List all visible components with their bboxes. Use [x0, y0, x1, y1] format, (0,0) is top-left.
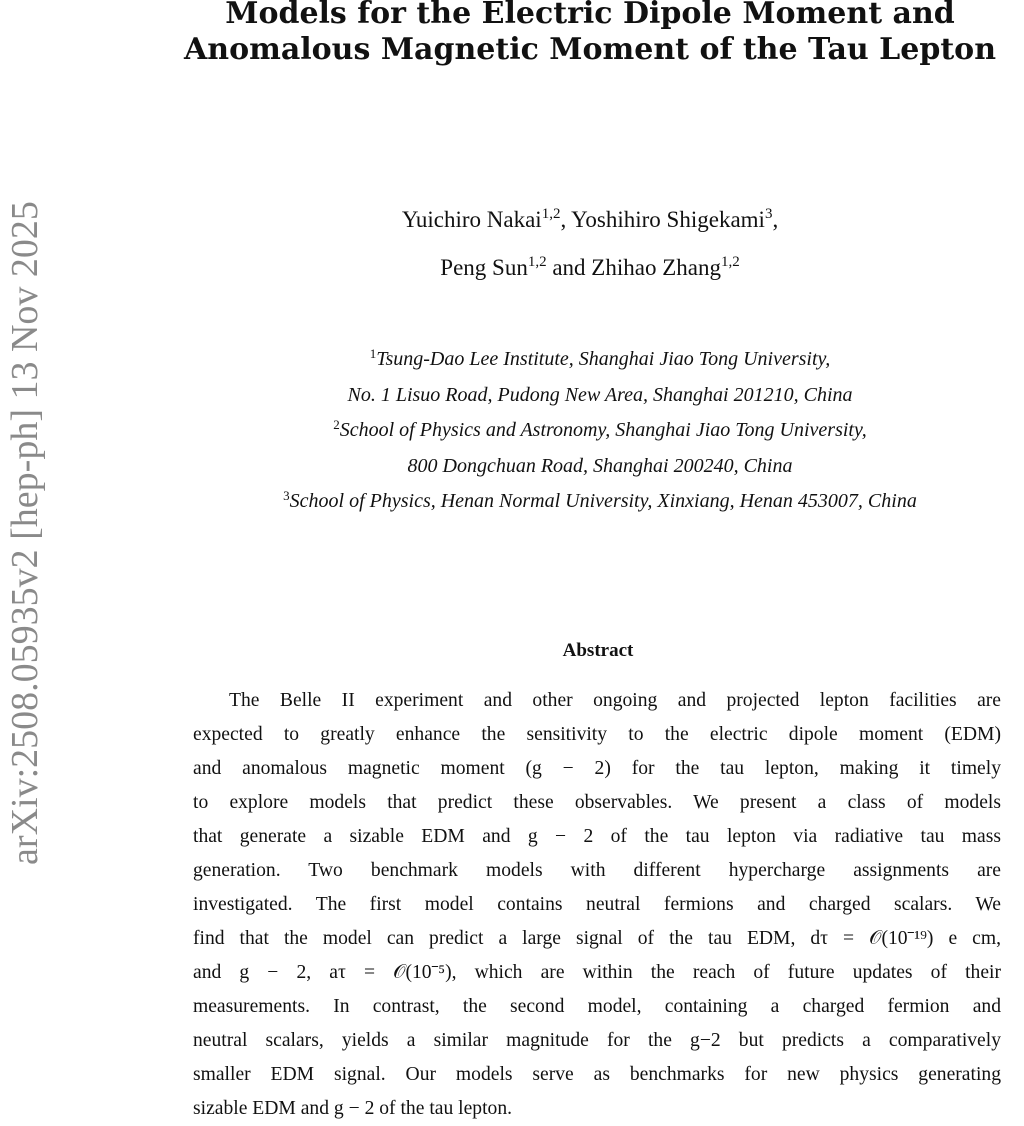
author-sep: , — [772, 207, 779, 232]
author-affil-mark: 1,2 — [720, 254, 740, 270]
abstract-line: measurements. In contrast, the second model, containing a charged fermion and — [193, 996, 1001, 1017]
author-affil-mark: 1,2 — [541, 206, 561, 222]
arxiv-stamp: arXiv:2508.05935v2 [hep-ph] 13 Nov 2025 — [4, 201, 46, 865]
paper-title — [150, 0, 1024, 68]
abstract-line: to explore models that predict these observables. We present a class of models — [193, 792, 1001, 813]
abstract-body — [193, 684, 1001, 1126]
author-name: Zhihao Zhang — [591, 255, 721, 280]
author-name: Yoshihiro Shigekami — [571, 207, 765, 232]
author-line — [200, 244, 980, 292]
affil-text: No. 1 Lisuo Road, Pudong New Area, Shanghai 201210, China — [347, 383, 853, 406]
title-line: Anomalous Magnetic Moment of the Tau Lepton — [183, 32, 997, 67]
author-affil-mark: 1,2 — [527, 254, 547, 270]
author-list — [200, 196, 980, 292]
affil-mark: 2 — [333, 417, 340, 432]
affiliation-line — [160, 342, 1024, 378]
abstract-line: that generate a sizable EDM and g − 2 of the tau lepton via radiative tau mass — [193, 826, 1001, 847]
abstract-line: and g − 2, aτ = 𝒪(10⁻⁵), which are within the reach of future updates of their — [193, 962, 1001, 983]
abstract-heading: Abstract — [562, 640, 634, 661]
abstract-line: generation. Two benchmark models with different hypercharge assignments are — [193, 860, 1001, 881]
abstract-line: The Belle II experiment and other ongoing and projected lepton facilities are — [229, 690, 1001, 711]
affil-text: School of Physics, Henan Normal University, Xinxiang, Henan 453007, China — [289, 490, 917, 512]
abstract-line: smaller EDM signal. Our models serve as benchmarks for new physics generating — [193, 1064, 1001, 1085]
abstract-line: and anomalous magnetic moment (g − 2) for the tau lepton, making it timely — [193, 758, 1001, 779]
affiliations — [160, 342, 1024, 520]
title-line: Models for the Electric Dipole Moment and — [225, 0, 955, 31]
affil-text: 800 Dongchuan Road, Shanghai 200240, China — [407, 454, 793, 477]
author-sep: , — [560, 207, 572, 232]
affiliation-line — [160, 449, 1024, 485]
author-name: Yuichiro Nakai — [401, 207, 542, 232]
author-name: Peng Sun — [440, 255, 528, 280]
abstract-line: sizable EDM and g − 2 of the tau lepton. — [193, 1098, 513, 1119]
abstract-line: investigated. The first model contains neutral fermions and charged scalars. We — [193, 894, 1001, 915]
affiliation-line — [160, 378, 1024, 414]
author-affil-mark: 3 — [764, 206, 773, 222]
affil-text: School of Physics and Astronomy, Shanghai Jiao Tong University, — [339, 419, 867, 441]
abstract-line: neutral scalars, yields a similar magnitude for the g−2 but predicts a comparatively — [193, 1030, 1001, 1051]
affil-text: Tsung-Dao Lee Institute, Shanghai Jiao Tong University, — [376, 348, 831, 370]
affiliation-line — [160, 413, 1024, 449]
affil-mark: 1 — [369, 346, 377, 361]
abstract-line: expected to greatly enhance the sensitivity to the electric dipole moment (EDM) — [193, 724, 1001, 745]
author-sep: and — [546, 255, 592, 280]
author-line — [200, 196, 980, 244]
affil-mark: 3 — [283, 488, 290, 503]
affiliation-line — [160, 484, 1024, 520]
abstract-line: find that the model can predict a large signal of the tau EDM, dτ = 𝒪(10⁻¹⁹) e cm, — [193, 928, 1001, 949]
